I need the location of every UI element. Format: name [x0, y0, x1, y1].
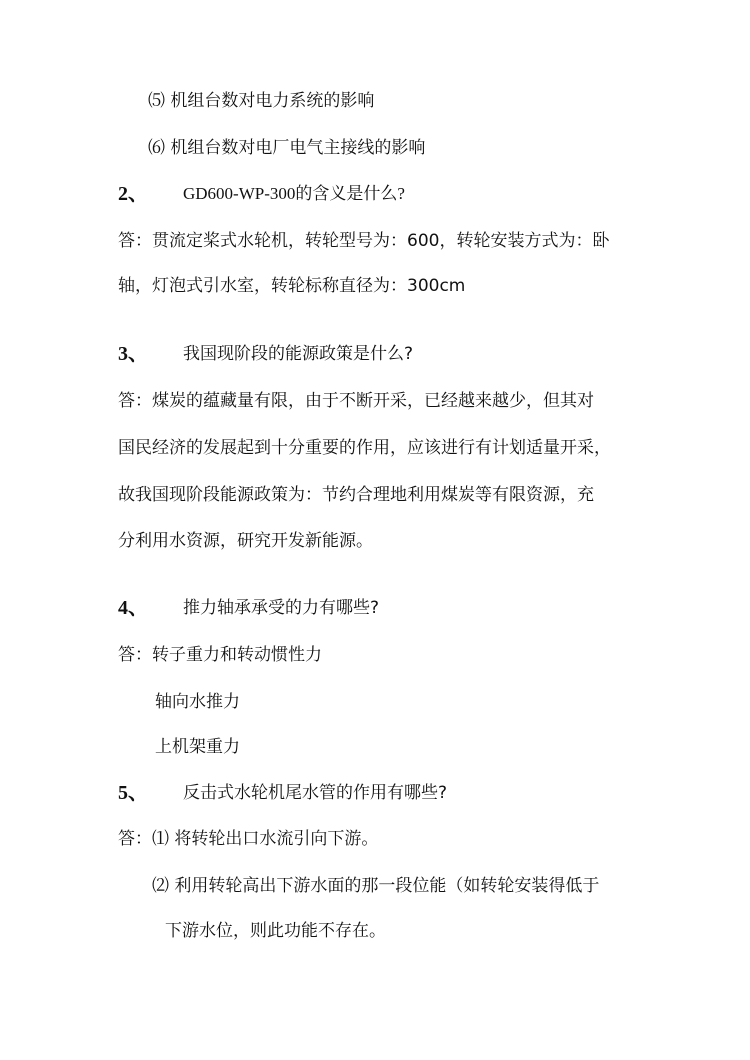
answer-line: 轴向水推力: [155, 692, 240, 712]
question-number: 2、: [118, 183, 148, 205]
question-number: 3、: [118, 343, 148, 365]
answer-line: 轴，灯泡式引水室，转轮标称直径为：300cm: [118, 276, 466, 296]
answer-line: 答：转子重力和转动惯性力: [118, 645, 322, 665]
answer-line: 上机架重力: [155, 737, 240, 757]
question-text: 反击式水轮机尾水管的作用有哪些?: [183, 783, 448, 803]
question-text: 推力轴承承受的力有哪些?: [183, 598, 380, 618]
question-number: 4、: [118, 597, 148, 619]
answer-line: 分利用水资源，研究开发新能源。: [118, 531, 373, 551]
answer-line: ⑵ 利用转轮高出下游水面的那一段位能（如转轮安装得低于: [152, 876, 600, 896]
answer-line: 答：⑴ 将转轮出口水流引向下游。: [118, 829, 379, 849]
list-item: ⑸ 机组台数对电力系统的影响: [148, 91, 375, 111]
question-number: 5、: [118, 782, 148, 804]
answer-line: 国民经济的发展起到十分重要的作用，应该进行有计划适量开采，: [118, 438, 611, 458]
question-text: 我国现阶段的能源政策是什么?: [183, 344, 414, 364]
question-text: GD600-WP-300的含义是什么?: [183, 184, 405, 203]
answer-line: 故我国现阶段能源政策为：节约合理地利用煤炭等有限资源，充: [118, 485, 594, 505]
answer-line: 答：贯流定桨式水轮机，转轮型号为：600，转轮安装方式为：卧: [118, 231, 610, 251]
answer-line: 答：煤炭的蕴藏量有限，由于不断开采，已经越来越少，但其对: [118, 391, 594, 411]
list-item: ⑹ 机组台数对电厂电气主接线的影响: [148, 138, 426, 158]
answer-line: 下游水位，则此功能不存在。: [165, 921, 386, 941]
